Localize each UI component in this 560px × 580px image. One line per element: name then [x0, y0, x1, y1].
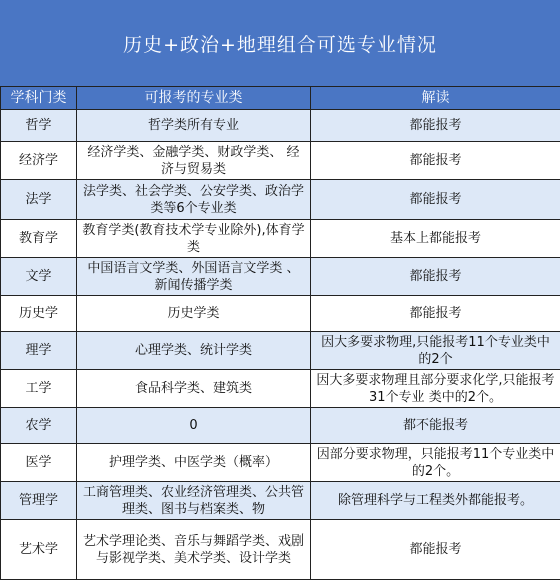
discipline-cell: 医学 — [1, 444, 77, 482]
majors-cell: 0 — [77, 408, 311, 444]
discipline-cell: 文学 — [1, 258, 77, 296]
majors-cell: 护理学类、中医学类（概率） — [77, 444, 311, 482]
discipline-cell: 法学 — [1, 180, 77, 220]
interpretation-cell: 都能报考 — [311, 180, 560, 220]
table-header-row — [1, 87, 560, 110]
interpretation-cell: 都能报考 — [311, 520, 560, 580]
discipline-cell: 经济学 — [1, 142, 77, 180]
table-row — [1, 444, 560, 482]
discipline-cell: 工学 — [1, 370, 77, 408]
header-majors: 可报考的专业类 — [77, 87, 311, 110]
interpretation-cell: 都能报考 — [311, 142, 560, 180]
majors-cell: 食品科学类、建筑类 — [77, 370, 311, 408]
table-row — [1, 520, 560, 580]
discipline-cell: 哲学 — [1, 110, 77, 142]
majors-cell: 经济学类、金融学类、财政学类、 经济与贸易类 — [77, 142, 311, 180]
header-discipline: 学科门类 — [1, 87, 77, 110]
table-row — [1, 408, 560, 444]
interpretation-cell: 都不能报考 — [311, 408, 560, 444]
interpretation-cell: 都能报考 — [311, 258, 560, 296]
majors-cell: 历史学类 — [77, 296, 311, 332]
interpretation-cell: 都能报考 — [311, 296, 560, 332]
table-row — [1, 220, 560, 258]
page-title: 历史+政治+地理组合可选专业情况 — [0, 0, 560, 86]
table-row — [1, 482, 560, 520]
interpretation-cell: 因部分要求物理，只能报考11个专业类中的2个。 — [311, 444, 560, 482]
majors-cell: 哲学类所有专业 — [77, 110, 311, 142]
discipline-cell: 教育学 — [1, 220, 77, 258]
discipline-cell: 管理学 — [1, 482, 77, 520]
header-interpretation: 解读 — [311, 87, 560, 110]
majors-cell: 中国语言文学类、外国语言文学类 、新闻传播学类 — [77, 258, 311, 296]
discipline-cell: 理学 — [1, 332, 77, 370]
table-row — [1, 110, 560, 142]
interpretation-cell: 基本上都能报考 — [311, 220, 560, 258]
majors-cell: 心理学类、统计学类 — [77, 332, 311, 370]
majors-cell: 艺术学理论类、音乐与舞蹈学类、戏剧与影视学类、美术学类、设计学类 — [77, 520, 311, 580]
majors-cell: 工商管理类、农业经济管理类、公共管理类、图书与档案类、物 — [77, 482, 311, 520]
interpretation-cell: 都能报考 — [311, 110, 560, 142]
majors-cell: 法学类、社会学类、公安学类、政治学类等6个专业类 — [77, 180, 311, 220]
table-row — [1, 258, 560, 296]
discipline-cell: 艺术学 — [1, 520, 77, 580]
discipline-cell: 历史学 — [1, 296, 77, 332]
interpretation-cell: 因大多要求物理,只能报考11个专业类中的2个 — [311, 332, 560, 370]
table-row — [1, 296, 560, 332]
table-row — [1, 180, 560, 220]
discipline-cell: 农学 — [1, 408, 77, 444]
table-row — [1, 370, 560, 408]
table-row — [1, 142, 560, 180]
interpretation-cell: 除管理科学与工程类外都能报考。 — [311, 482, 560, 520]
interpretation-cell: 因大多要求物理且部分要求化学,只能报考31个专业 类中的2个。 — [311, 370, 560, 408]
majors-cell: 教育学类(教育技术学专业除外),体育学类 — [77, 220, 311, 258]
majors-table — [0, 86, 560, 580]
table-row — [1, 332, 560, 370]
